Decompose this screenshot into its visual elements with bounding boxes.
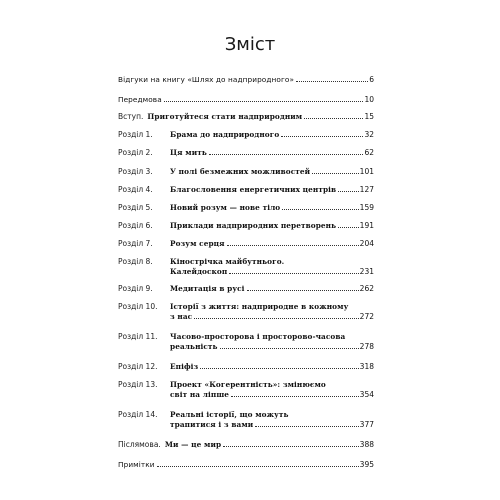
- toc-entry: [118, 332, 374, 352]
- entry-title-line1: Часово-просторова і просторово-часова: [170, 332, 346, 341]
- page-number: 354: [359, 390, 374, 399]
- toc-entry: [118, 148, 374, 158]
- entry-title: Приготуйтеся стати надприродним: [147, 112, 303, 121]
- entry-title: Благословення енергетичних центрів: [170, 185, 337, 194]
- entry-title-line1: Кінострічка майбутнього.: [170, 257, 285, 266]
- toc-entry: [118, 221, 374, 231]
- entry-title-line1: Історії з життя: надприродне в кожному: [170, 302, 349, 311]
- entry-title: Ця мить: [170, 148, 207, 157]
- page-number: 159: [359, 203, 374, 212]
- dot-leader: [338, 191, 358, 192]
- entry-title: Медитація в русі: [170, 284, 245, 293]
- entry-title: Новий розум — нове тіло: [170, 203, 281, 212]
- entry-title-line1: Проект «Когерентність»: змінюємо: [170, 380, 326, 389]
- dot-leader: [281, 136, 363, 137]
- dot-leader: [164, 101, 364, 102]
- entry-prefix: Розділ 12.: [118, 362, 158, 371]
- entry-prefix: Розділ 14.: [118, 410, 158, 419]
- toc-entry: [118, 95, 374, 105]
- entry-prefix: Розділ 2.: [118, 148, 153, 157]
- entry-title: Розум серця: [170, 239, 225, 248]
- dot-leader: [157, 466, 359, 467]
- page-number: 262: [359, 284, 374, 293]
- dot-leader: [282, 209, 358, 210]
- page-number: 204: [359, 239, 374, 248]
- toc-entry: [118, 75, 374, 85]
- entry-title: Калейдоскоп: [170, 267, 228, 276]
- entry-title: Брама до надприродного: [170, 130, 280, 139]
- entry-title-line1: Реальні історії, що можуть: [170, 410, 289, 419]
- page-number: 191: [359, 221, 374, 230]
- page-number: 127: [359, 185, 374, 194]
- entry-prefix: Розділ 6.: [118, 221, 153, 230]
- page-number: 318: [359, 362, 374, 371]
- dot-leader: [209, 154, 364, 155]
- dot-leader: [229, 273, 358, 274]
- entry-prefix: Розділ 10.: [118, 302, 158, 311]
- page-number: 101: [359, 167, 374, 176]
- entry-title: Епіфіз: [170, 362, 199, 371]
- toc-entry: [118, 257, 374, 277]
- page-number: 32: [364, 130, 374, 139]
- entry-prefix: Післямова.: [118, 440, 161, 449]
- entry-prefix: Розділ 3.: [118, 167, 153, 176]
- dot-leader: [296, 81, 368, 82]
- page-number: 278: [359, 342, 374, 351]
- page-number: 10: [364, 95, 374, 104]
- dot-leader: [247, 290, 359, 291]
- page-number: 62: [364, 148, 374, 157]
- entry-prefix: Вступ.: [118, 112, 144, 121]
- entry-title: Примітки: [118, 460, 155, 469]
- dot-leader: [220, 348, 359, 349]
- dot-leader: [255, 426, 358, 427]
- toc-entry: [118, 167, 374, 177]
- entry-prefix: Розділ 7.: [118, 239, 153, 248]
- dot-leader: [200, 368, 358, 369]
- dot-leader: [338, 227, 359, 228]
- dot-leader: [227, 245, 359, 246]
- entry-title: Приклади надприродних перетворень: [170, 221, 337, 230]
- page-number: 377: [359, 420, 374, 429]
- page-title: Зміст: [224, 34, 276, 55]
- page-number: 395: [359, 460, 374, 469]
- page-number: 388: [359, 440, 374, 449]
- entry-prefix: Розділ 13.: [118, 380, 158, 389]
- toc-entry: [118, 203, 374, 213]
- entry-prefix: Розділ 5.: [118, 203, 153, 212]
- entry-prefix: Розділ 4.: [118, 185, 153, 194]
- entry-prefix: Розділ 8.: [118, 257, 153, 266]
- entry-title: Відгуки на книгу «Шлях до надприродного»: [118, 75, 295, 84]
- toc-entry: [118, 112, 374, 122]
- toc-entry: [118, 440, 374, 450]
- entry-title: Передмова: [118, 95, 162, 104]
- toc-entry: [118, 460, 374, 470]
- entry-title: Ми — це мир: [164, 440, 222, 449]
- toc-entry: [118, 284, 374, 294]
- dot-leader: [231, 396, 359, 397]
- dot-leader: [194, 318, 358, 319]
- entry-title: з нас: [170, 312, 193, 321]
- toc-entry: [118, 239, 374, 249]
- entry-title: трапитися і з вами: [170, 420, 254, 429]
- dot-leader: [304, 118, 363, 119]
- toc-entry: [118, 302, 374, 322]
- entry-prefix: Розділ 11.: [118, 332, 158, 341]
- page-number: 272: [359, 312, 374, 321]
- page-number: 231: [359, 267, 374, 276]
- toc-entry: [118, 362, 374, 372]
- page-number: 15: [364, 112, 374, 121]
- dot-leader: [223, 446, 358, 447]
- dot-leader: [312, 173, 358, 174]
- entry-title: У полі безмежних можливостей: [170, 167, 311, 176]
- entry-prefix: Розділ 9.: [118, 284, 153, 293]
- toc-entry: [118, 410, 374, 430]
- entry-title: світ на ліпше: [170, 390, 229, 399]
- page-number: 6: [369, 75, 374, 84]
- toc-entry: [118, 185, 374, 195]
- entry-prefix: Розділ 1.: [118, 130, 153, 139]
- toc-entry: [118, 130, 374, 140]
- entry-title: реальність: [170, 342, 218, 351]
- toc-entry: [118, 380, 374, 400]
